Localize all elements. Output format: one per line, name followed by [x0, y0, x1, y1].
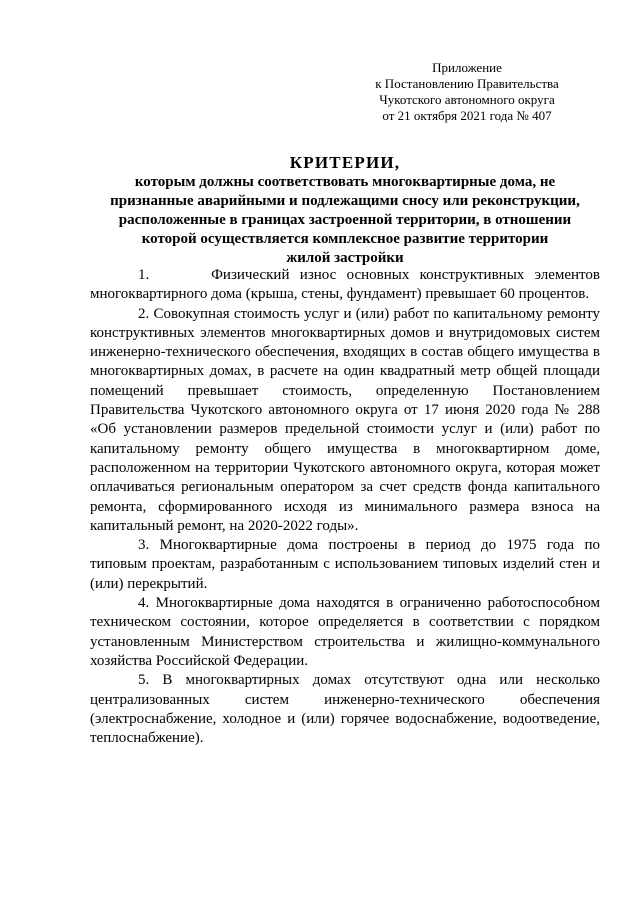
- title-heading: КРИТЕРИИ,: [289, 153, 401, 172]
- appendix-resolution: к Постановлению Правительства: [375, 76, 559, 91]
- appendix-label: Приложение: [432, 60, 502, 75]
- title-line: признанные аварийными и подлежащими сносу или реконструкции,: [110, 193, 580, 209]
- paragraph-line: 4. Многоквартирные дома находятся в ограниченно работоспособном: [138, 595, 600, 612]
- criterion-paragraph-5: [90, 671, 600, 748]
- criterion-paragraph-3: [90, 536, 600, 594]
- document-body: [90, 266, 600, 748]
- appendix-region: Чукотского автономного округа: [379, 92, 555, 107]
- paragraph-line: инженерно-технического обеспечения, входящих в состав общего имущества в: [90, 344, 600, 361]
- paragraph-line: ремонта, сформированного исходя из минимального размера взноса на: [90, 498, 600, 515]
- paragraph-line: капитальному ремонту общего имущества в многоквартирном доме,: [90, 440, 600, 457]
- paragraph-line: 1. Физический износ основных конструктивных элементов: [138, 267, 600, 283]
- paragraph-line: 2. Совокупная стоимость услуг и (или) работ по капитальному ремонту: [138, 305, 600, 322]
- paragraph-line: конструктивных элементов многоквартирных домов и внутридомовых систем: [90, 324, 600, 341]
- appendix-block: [347, 60, 587, 124]
- paragraph-line: Правительства Чукотского автономного округа от 17 июня 2020 года № 288: [90, 402, 600, 419]
- paragraph-line: помещений превышает стоимость, определенную Постановлением: [90, 382, 600, 399]
- paragraph-line: (электроснабжение, холодное и (или) горячее водоснабжение, водоотведение,: [90, 710, 600, 727]
- title-subtitle: [90, 173, 600, 268]
- appendix-date: от 21 октября 2021 года № 407: [382, 108, 552, 123]
- criterion-paragraph-2: [90, 305, 600, 537]
- paragraph-line: капитальный ремонт, на 2020-2022 годы».: [90, 517, 359, 534]
- paragraph-line: «Об установлении размеров предельной стоимости услуг и (или) работ по: [90, 421, 600, 438]
- paragraph-line: централизованных систем инженерно-технического обеспечения: [90, 691, 600, 708]
- paragraph-line: расположенном на территории Чукотского автономного округа, которая может: [90, 459, 600, 476]
- paragraph-line: техническом состоянии, которое определяется в соответствии с порядком: [90, 614, 600, 631]
- paragraph-line: хозяйства Российской Федерации.: [90, 652, 309, 669]
- paragraph-line: многоквартирного дома (крыша, стены, фундамент) превышает 60 процентов.: [90, 286, 590, 303]
- criterion-paragraph-4: [90, 594, 600, 671]
- paragraph-line: установленным Министерством строительства и жилищно-коммунального: [90, 633, 600, 650]
- paragraph-line: теплоснабжение).: [90, 730, 204, 747]
- paragraph-line: 5. В многоквартирных домах отсутствуют одна или несколько: [138, 672, 600, 689]
- paragraph-line: типовым проектам, разработанным с использованием типовых изделий стен и: [90, 556, 600, 573]
- title-line: которой осуществляется комплексное развитие территории: [141, 231, 549, 247]
- paragraph-line: многоквартирных домах, в расчете на один квадратный метр общей площади: [90, 363, 600, 380]
- document-title: [90, 153, 600, 268]
- title-line: расположенные в границах застроенной территории, в отношении: [118, 212, 572, 228]
- paragraph-line: оплачиваться региональным оператором за счет средств фонда капитального: [90, 479, 600, 496]
- title-line: жилой застройки: [286, 250, 404, 266]
- criterion-paragraph-1: [90, 266, 600, 305]
- paragraph-line: 3. Многоквартирные дома построены в период до 1975 года по: [138, 537, 600, 554]
- title-line: которым должны соответствовать многоквартирные дома, не: [134, 174, 556, 190]
- paragraph-line: (или) перекрытий.: [90, 575, 208, 592]
